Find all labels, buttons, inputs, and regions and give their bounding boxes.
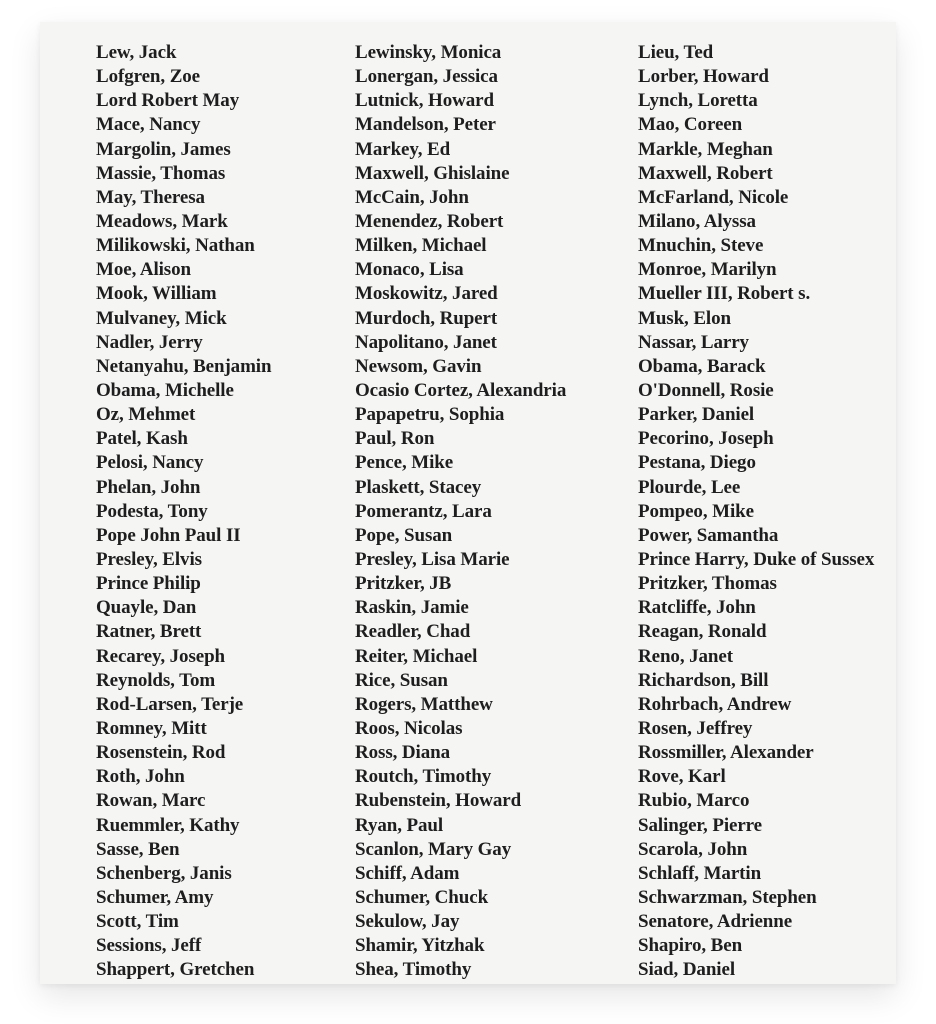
name-entry: Margolin, James <box>96 138 231 160</box>
name-entry: Rohrbach, Andrew <box>638 693 792 715</box>
name-entry: Podesta, Tony <box>96 500 208 522</box>
name-entry: Lieu, Ted <box>638 42 714 63</box>
name-entry: Lorber, Howard <box>638 66 769 88</box>
name-entry: Presley, Elvis <box>96 548 202 570</box>
name-entry: O'Donnell, Rosie <box>638 379 774 401</box>
name-entry: Parker, Daniel <box>638 404 755 426</box>
name-entry: Lynch, Loretta <box>638 90 758 112</box>
name-entry: Sessions, Jeff <box>96 935 202 957</box>
name-entry: Oz, Mehmet <box>96 404 196 426</box>
name-entry: Mandelson, Peter <box>355 114 496 136</box>
name-entry: Power, Samantha <box>638 524 779 546</box>
name-entry: Richardson, Bill <box>638 669 769 691</box>
name-entry: Pope John Paul II <box>96 524 241 546</box>
name-entry: Ratner, Brett <box>96 621 202 643</box>
name-entry: Plourde, Lee <box>638 476 741 498</box>
name-entry: Milano, Alyssa <box>638 210 756 232</box>
name-column-1 <box>96 41 271 982</box>
name-entry: Plaskett, Stacey <box>355 476 482 498</box>
name-entry: Schumer, Chuck <box>355 886 489 908</box>
name-entry: Pence, Mike <box>355 452 454 474</box>
name-entry: Moskowitz, Jared <box>355 283 498 305</box>
name-entry: Rubenstein, Howard <box>355 790 522 812</box>
document-page <box>40 22 896 984</box>
name-entry: Scanlon, Mary Gay <box>355 838 512 860</box>
name-entry: Scott, Tim <box>96 911 179 933</box>
name-entry: Shappert, Gretchen <box>96 959 255 981</box>
name-entry: Rove, Karl <box>638 766 726 788</box>
name-entry: Mace, Nancy <box>96 114 201 136</box>
name-entry: Presley, Lisa Marie <box>355 548 510 570</box>
name-entry: Raskin, Jamie <box>355 597 469 619</box>
name-entry: Mulvaney, Mick <box>96 307 227 329</box>
name-entry: Prince Philip <box>96 573 201 595</box>
name-entry: Pelosi, Nancy <box>96 452 204 474</box>
name-entry: Nassar, Larry <box>638 331 749 353</box>
name-entry: Senatore, Adrienne <box>638 911 793 933</box>
name-column-2 <box>355 41 566 982</box>
name-entry: Routch, Timothy <box>355 766 492 788</box>
name-entry: Siad, Daniel <box>638 959 735 981</box>
name-entry: Milikowski, Nathan <box>96 235 255 257</box>
name-entry: Schwarzman, Stephen <box>638 886 817 908</box>
name-entry: Markey, Ed <box>355 138 451 160</box>
name-entry: Moe, Alison <box>96 259 191 281</box>
name-entry: Menendez, Robert <box>355 210 504 232</box>
name-entry: Schiff, Adam <box>355 862 460 884</box>
name-entry: Sekulow, Jay <box>355 911 460 933</box>
name-entry: Mao, Coreen <box>638 114 743 136</box>
name-entry: Lonergan, Jessica <box>355 66 498 88</box>
name-entry: Rubio, Marco <box>638 790 750 812</box>
name-entry: Musk, Elon <box>638 307 731 329</box>
name-entry: Ryan, Paul <box>355 814 444 836</box>
name-entry: Monaco, Lisa <box>355 259 464 281</box>
name-entry: Rogers, Matthew <box>355 693 493 715</box>
name-entry: Reno, Janet <box>638 645 733 667</box>
name-entry: Ruemmler, Kathy <box>96 814 240 836</box>
name-entry: Readler, Chad <box>355 621 471 643</box>
name-entry: Newsom, Gavin <box>355 355 482 377</box>
name-entry: Patel, Kash <box>96 428 188 450</box>
name-entry: Obama, Michelle <box>96 379 234 401</box>
name-entry: Shea, Timothy <box>355 959 472 981</box>
name-entry: Mook, William <box>96 283 217 305</box>
name-entry: Lutnick, Howard <box>355 90 494 112</box>
name-entry: Pritzker, Thomas <box>638 573 777 595</box>
name-entry: Paul, Ron <box>355 428 435 450</box>
name-entry: McFarland, Nicole <box>638 186 789 208</box>
name-entry: Pecorino, Joseph <box>638 428 774 450</box>
name-entry: Reiter, Michael <box>355 645 478 667</box>
name-entry: Lewinsky, Monica <box>355 42 502 63</box>
name-entry: Markle, Meghan <box>638 138 773 160</box>
name-entry: Murdoch, Rupert <box>355 307 498 329</box>
name-entry: Rod-Larsen, Terje <box>96 693 244 715</box>
name-entry: Nadler, Jerry <box>96 331 203 353</box>
name-entry: May, Theresa <box>96 186 205 208</box>
name-entry: Rice, Susan <box>355 669 448 691</box>
name-entry: Napolitano, Janet <box>355 331 497 353</box>
name-entry: Lord Robert May <box>96 90 240 112</box>
name-entry: Rosenstein, Rod <box>96 742 226 764</box>
name-entry: Quayle, Dan <box>96 597 197 619</box>
name-entry: Scarola, John <box>638 838 748 860</box>
name-entry: Romney, Mitt <box>96 717 207 739</box>
name-entry: Phelan, John <box>96 476 201 498</box>
name-entry: Lofgren, Zoe <box>96 66 200 88</box>
name-entry: Massie, Thomas <box>96 162 226 184</box>
name-entry: Schumer, Amy <box>96 886 214 908</box>
name-entry: Reagan, Ronald <box>638 621 767 643</box>
name-entry: Maxwell, Ghislaine <box>355 162 510 184</box>
name-entry: Papapetru, Sophia <box>355 404 505 426</box>
name-entry: Ocasio Cortez, Alexandria <box>355 379 567 401</box>
name-entry: Mueller III, Robert s. <box>638 283 811 305</box>
name-entry: Schlaff, Martin <box>638 862 762 884</box>
name-entry: Reynolds, Tom <box>96 669 216 691</box>
name-entry: Rowan, Marc <box>96 790 206 812</box>
name-entry: Monroe, Marilyn <box>638 259 777 281</box>
name-entry: Sasse, Ben <box>96 838 180 860</box>
name-entry: Rossmiller, Alexander <box>638 742 814 764</box>
name-entry: McCain, John <box>355 186 469 208</box>
name-entry: Recarey, Joseph <box>96 645 226 667</box>
name-entry: Maxwell, Robert <box>638 162 773 184</box>
name-entry: Schenberg, Janis <box>96 862 232 884</box>
name-entry: Rosen, Jeffrey <box>638 717 753 739</box>
name-entry: Ross, Diana <box>355 742 450 764</box>
name-entry: Pritzker, JB <box>355 573 452 595</box>
name-entry: Meadows, Mark <box>96 210 228 232</box>
name-entry: Pompeo, Mike <box>638 500 754 522</box>
name-entry: Pestana, Diego <box>638 452 756 474</box>
name-entry: Ratcliffe, John <box>638 597 756 619</box>
name-entry: Shapiro, Ben <box>638 935 743 957</box>
name-entry: Shamir, Yitzhak <box>355 935 485 957</box>
name-entry: Roos, Nicolas <box>355 717 463 739</box>
name-entry: Pope, Susan <box>355 524 453 546</box>
name-entry: Roth, John <box>96 766 185 788</box>
name-entry: Mnuchin, Steve <box>638 235 764 257</box>
name-entry: Prince Harry, Duke of Sussex <box>638 548 875 570</box>
name-entry: Salinger, Pierre <box>638 814 762 836</box>
name-entry: Pomerantz, Lara <box>355 500 492 522</box>
name-entry: Netanyahu, Benjamin <box>96 355 272 377</box>
name-column-3 <box>638 41 874 982</box>
name-entry: Obama, Barack <box>638 355 766 377</box>
name-entry: Milken, Michael <box>355 235 487 257</box>
name-entry: Lew, Jack <box>96 42 177 63</box>
